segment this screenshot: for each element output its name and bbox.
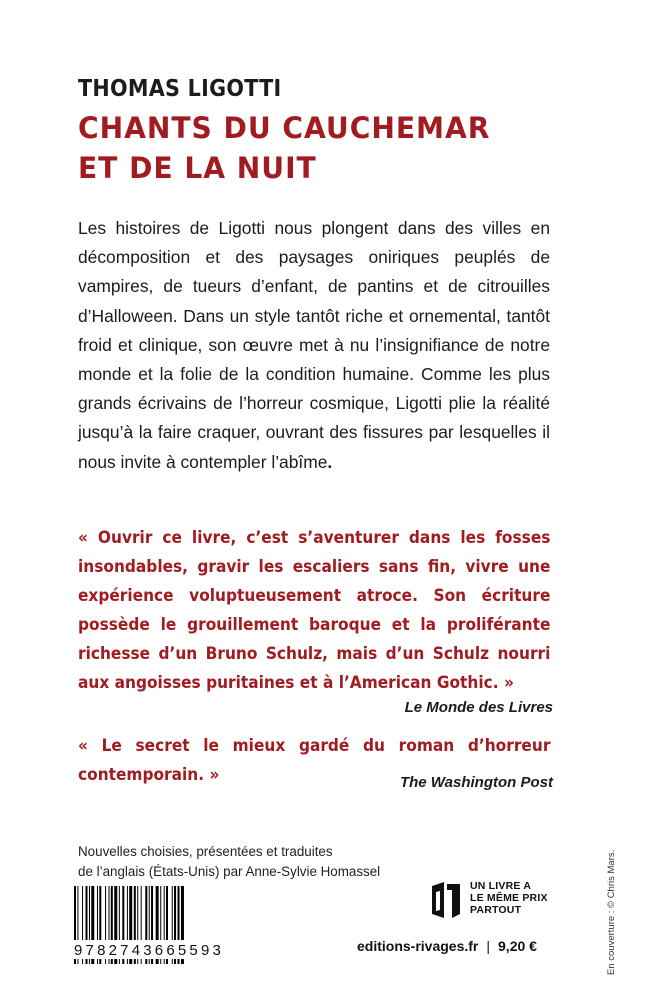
quote-source-2: The Washington Post [399,774,553,791]
title-line-1: CHANTS DU CAUCHEMAR [78,111,491,145]
press-quote-2: « Le secret le mieux gardé du roman d’horreur contemporain. » [78,736,551,785]
publisher-website[interactable]: editions-rivages.fr [357,938,479,954]
book-logo-icon [430,880,464,920]
credits-line-1: Nouvelles choisies, présentées et traduites [78,844,333,859]
logo-line-3: PARTOUT [470,904,522,916]
publisher-line [357,938,537,954]
author-name: THOMAS LIGOTTI [78,76,282,102]
blurb-text: Les histoires de Ligotti nous plongent dans des villes en décomposition et des paysages oniriques peuplés de vampires, de tueurs d’enfant, de pantins et de citrouilles d’Halloween. Dans un style tantôt riche et ornemental, tantôt froid et clinique, son œuvre met à nu l’insignifiance de notre monde et la folie de la condition humaine. Comme les plus grands écrivains de l’horreur cosmique, Ligotti plie la réalité jusqu’à la faire craquer, ouvrant des fissures par lesquelles il nous invite à contempler l’abîme [78,218,550,472]
same-price-label [470,880,548,916]
credits-line-2: de l’anglais (États-Unis) par Anne-Sylvie Homassel [78,864,381,879]
price: 9,20 € [498,938,537,954]
title-line-2: ET DE LA NUIT [78,151,317,185]
isbn-number: 9782743665593 [74,940,252,959]
logo-line-2: LE MÊME PRIX [470,892,548,904]
logo-line-1: UN LIVRE A [470,880,532,892]
press-quote-1: « Ouvrir ce livre, c’est s’aventurer dans les fosses insondables, gravir les escaliers sans fin, vivre une expérience voluptueusement atroce. Son écriture possède le grouillement baroque et la proliférante richesse d’un Bruno Schulz, mais d’un Schulz nourri aux angoisses puritaines et à l’American Gothic. » [78,528,551,693]
blurb-end: . [327,451,333,472]
book-title [78,108,490,188]
back-cover-blurb [78,214,550,477]
separator: | [486,938,491,954]
quote-source-1: Le Monde des Livres [404,699,553,716]
cover-credit: En couverture : © Chris Mars. [606,849,617,975]
translation-credits [78,842,380,882]
